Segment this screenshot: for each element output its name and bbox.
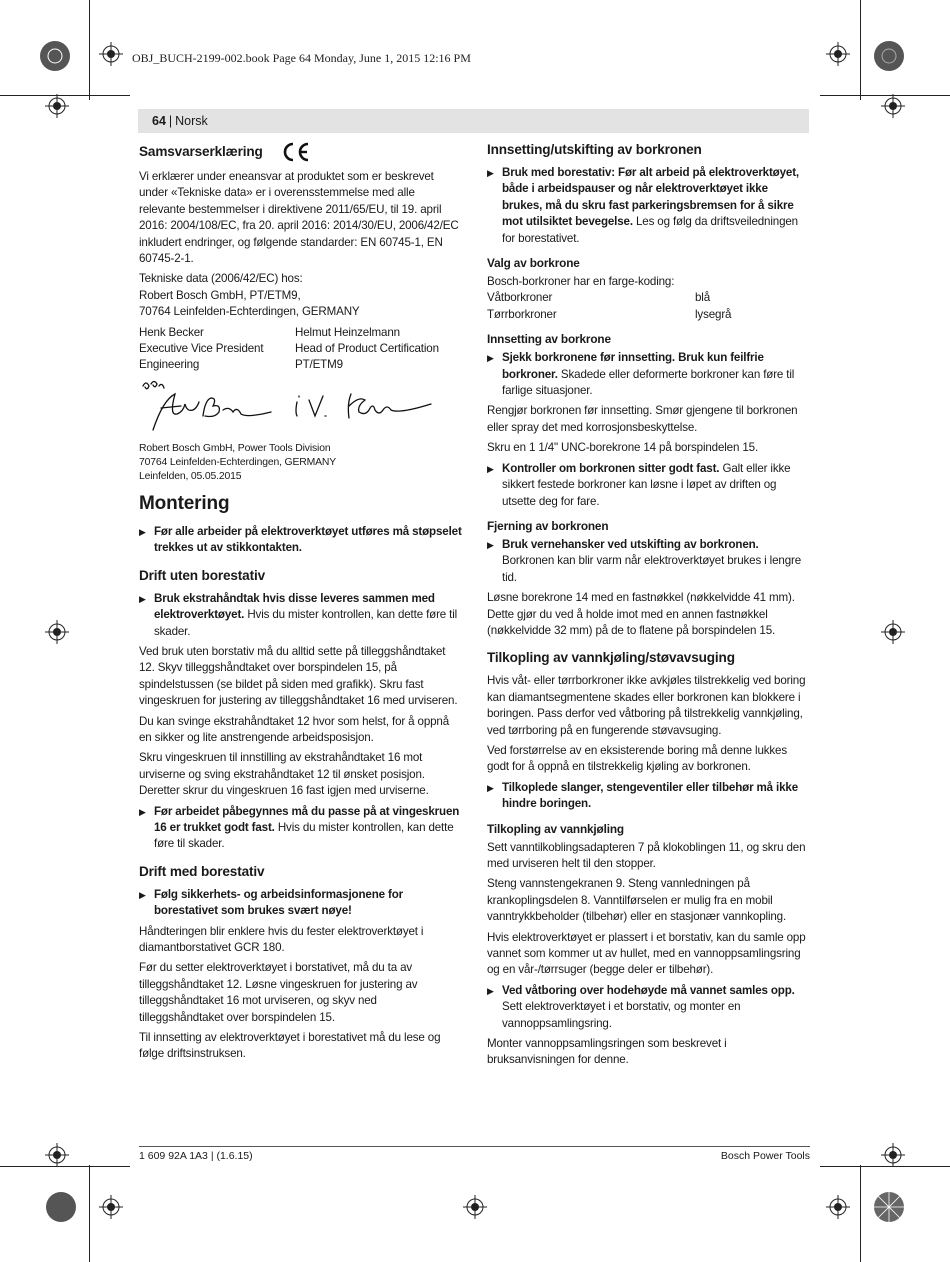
bullet-triangle-icon: ▶ [487, 353, 494, 364]
table-row [487, 290, 811, 306]
crosshair-icon [826, 42, 850, 66]
paragraph: Hvis elektroverktøyet er plassert i et borstativ, kan du samle opp vannet som kommer ut av hullet, med en vannoppsamlingsring og en vår-/tørrsuger (begge deler er tilbehør). [487, 930, 806, 977]
registration-mark-icon [872, 39, 906, 73]
crosshair-icon [45, 620, 69, 644]
paragraph: Ved bruk uten borstativ må du alltid sette på tilleggshåndtaket 12. Skyv tilleggshåndtaket over borspindelen 15, på spindelstussen (se bildet på siden med grafikk). Skru fast vingeskruen for justering av tilleggshåndtaket 16 med urviseren. [139, 644, 458, 708]
signer-title: Executive Vice President [139, 342, 264, 356]
paragraph: Løsne borekrone 14 med en fastnøkkel (nøkkelvidde 41 mm). Dette gjør du ved å holde imot med en annen fastnøkkel (nøkkelvidde 32 mm) på de to flatene på borspindelen 15. [487, 591, 795, 637]
warning-bold: Bruk vernehansker ved utskifting av borkronen. [502, 537, 759, 551]
tilk-heading: Tilkopling av vannkjøling/støvavsuging [487, 650, 735, 666]
vann-heading: Tilkopling av vannkjøling [487, 821, 624, 836]
warning-text: Tilkoplede slanger, stengeventiler eller tilbehør må ikke hindre boringen. [502, 780, 799, 811]
paragraph: Hvis våt- eller tørrborkroner ikke avkjøles tilstrekkelig ved boring kan diamantsegmentene skades eller borkronen kan blokkere i boringen. Pass derfor ved våtboring på tilstrekkelig vannkjøling, ved tørrboring på en fungerende støvavsuging. [487, 674, 806, 737]
declaration-title: Samsvarserklæring [139, 144, 263, 159]
drift-med-heading: Drift med borestativ [139, 863, 265, 879]
valg-heading: Valg av borkrone [487, 256, 580, 271]
bullet-triangle-icon: ▶ [487, 985, 494, 996]
drift-uten-heading: Drift uten borestativ [139, 567, 266, 583]
crosshair-icon [881, 1143, 905, 1167]
declaration-heading [139, 141, 463, 163]
warning-text: Før alle arbeider på elektroverktøyet utføres må støpselet trekkes ut av stikkontakten. [154, 524, 462, 555]
warning-text: Galt eller ikke sikkert festede borkroner kan løsne i løpet av driften og utsette deg for fare. [502, 461, 791, 508]
warning-item [487, 780, 811, 813]
footer-doc-number: 1 609 92A 1A3 | (1.6.15) [139, 1150, 253, 1162]
signer-name: Helmut Heinzelmann [295, 325, 400, 339]
warning-bold: Sjekk borkronene før innsetting. Bruk kun feilfrie borkroner. [502, 351, 764, 381]
bullet-triangle-icon: ▶ [487, 168, 494, 178]
crosshair-icon [99, 42, 123, 66]
paragraph: Sett vanntilkoblingsadapteren 7 på klokoblingen 11, og skru den med urviseren helt til den stopper. [487, 840, 806, 870]
page-language: Norsk [175, 114, 208, 128]
valg-intro: Bosch-borkroner har en farge-koding: [487, 275, 675, 289]
signer-titles [139, 341, 463, 357]
signer-names [139, 325, 463, 341]
table-cell: lysegrå [695, 307, 732, 321]
warning-bold: Bruk ekstrahåndtak hvis disse leveres sammen med elektroverktøyet. [154, 591, 435, 622]
crop-mark [89, 0, 90, 100]
registration-mark-icon [872, 1190, 906, 1224]
footer-rule [139, 1146, 810, 1147]
signer-title: Head of Product Certification [295, 342, 439, 356]
montering-heading: Montering [139, 492, 230, 514]
crop-mark [89, 1165, 90, 1262]
warning-text: Skadede eller deformerte borkroner kan føre til farlige situasjoner. [502, 367, 795, 398]
warning-item [487, 983, 811, 1032]
paragraph: Skru vingeskruen til innstilling av ekstrahåndtaket 16 mot urviserne og sving ekstrahåndtaket 12 til ønsket posisjon. Deretter skrur du vingeskruen 16 fast igjen med urviserne. [139, 751, 429, 798]
tech-file-company: Robert Bosch GmbH, PT/ETM9, [139, 288, 301, 302]
crosshair-icon [881, 94, 905, 118]
warning-item [139, 524, 463, 557]
warning-text: Hvis du mister kontrollen, kan dette føre til skader. [154, 820, 454, 851]
bullet-triangle-icon: ▶ [487, 463, 494, 474]
table-row [487, 307, 811, 323]
ce-mark-icon [281, 141, 311, 163]
signature-place-date: Leinfelden, 05.05.2015 [139, 470, 242, 482]
crosshair-icon [45, 1143, 69, 1167]
bullet-triangle-icon: ▶ [139, 806, 146, 817]
paragraph: Skru en 1 1/4" UNC-borekrone 14 på borspindelen 15. [487, 441, 759, 455]
paragraph: Ved forstørrelse av en eksisterende boring må denne lukkes godt for å oppnå en tilstrekkelig kjøling av borkronen. [487, 743, 787, 774]
warning-bold: Kontroller om borkronen sitter godt fast. [502, 461, 720, 475]
warning-bold: Ved våtboring over hodehøyde må vannet samles opp. [502, 983, 795, 997]
bullet-triangle-icon: ▶ [487, 782, 494, 793]
warning-item [487, 165, 811, 247]
signer-dept: PT/ETM9 [295, 358, 343, 372]
signature-address: 70764 Leinfelden-Echterdingen, GERMANY [139, 456, 337, 468]
warning-bold: Bruk med borestativ: Før alt arbeid på elektroverktøyet, både i arbeidspauser og når elektroverktøyet ikke brukes, må du skru fast parkeringsbremsen for å sikre mot utilsiktet bevegelse. [502, 166, 799, 229]
crosshair-icon [881, 620, 905, 644]
paragraph: Rengjør borkronen før innsetting. Smør gjengene til borkronen eller spray det med korrosjonsbeskyttelse. [487, 404, 798, 434]
declaration-text: Vi erklærer under eneansvar at produktet som er beskrevet under «Tekniske data» er i overensstemmelse med alle relevante bestemmelser i direktivene 2011/65/EU, til 19. april 2016: 2004/108/EC, fra 20. april 2016: 2014/30/EU, 2006/42/EC inkludert endringer, og følgende standarder: EN 60745-1, EN 60745-2-1. [139, 170, 459, 266]
paragraph: Monter vannoppsamlingsringen som beskrevet i bruksanvisningen for denne. [487, 1037, 727, 1067]
bullet-triangle-icon: ▶ [139, 526, 146, 537]
bullet-triangle-icon: ▶ [139, 593, 146, 604]
tech-file-label: Tekniske data (2006/42/EC) hos: [139, 272, 303, 286]
table-cell: Våtborkroner [487, 291, 553, 305]
paragraph: Håndteringen blir enklere hvis du fester elektroverktøyet i diamantborstativet GCR 180. [139, 924, 424, 954]
registration-mark-icon [44, 1190, 78, 1224]
right-column [487, 141, 811, 1073]
book-info-line: OBJ_BUCH-2199-002.book Page 64 Monday, June 1, 2015 12:16 PM [132, 51, 471, 65]
paragraph: Steng vannstengekranen 9. Steng vannledningen på krankoplingsdelen 8. Vanntilførselen er mulig fra en mobil vanntrykkbeholder (tilbehør) eller en stasjonær vannkopling. [487, 877, 787, 924]
crop-mark [860, 0, 861, 100]
warning-item [487, 350, 811, 399]
page-number: 64 [152, 114, 166, 128]
warning-text: Les og følg da driftsveiledningen for borestativet. [502, 215, 798, 245]
table-cell: Tørrborkroner [487, 307, 557, 321]
tech-file-address: 70764 Leinfelden-Echterdingen, GERMANY [139, 305, 360, 319]
paragraph: Til innsetting av elektroverktøyet i borestativet må du lese og følge driftsinstruksen. [139, 1031, 441, 1061]
crosshair-icon [45, 94, 69, 118]
warning-text: Sett elektroverktøyet i et borstativ, og monter en vannoppsamlingsring. [502, 1000, 741, 1030]
bullet-triangle-icon: ▶ [487, 539, 494, 550]
warning-text: Borkronen kan blir varm når elektroverktøyet brukes i lengre tid. [502, 554, 802, 584]
left-column [139, 141, 463, 1067]
warning-item [139, 591, 463, 640]
handwritten-signature [139, 378, 449, 440]
registration-mark-icon [38, 39, 72, 73]
fjern-heading: Fjerning av borkronen [487, 518, 609, 533]
crosshair-icon [99, 1195, 123, 1219]
signature-company: Robert Bosch GmbH, Power Tools Division [139, 442, 331, 454]
warning-bold: Før arbeidet påbegynnes må du passe på at vingeskruen 16 er trukket godt fast. [154, 804, 460, 834]
table-cell: blå [695, 291, 711, 305]
warning-text: Følg sikkerhets- og arbeidsinformasjonene for borestativet som brukes svært nøye! [154, 887, 404, 918]
signer-name: Henk Becker [139, 325, 204, 339]
signer-depts [139, 357, 463, 373]
warning-item [487, 461, 811, 510]
warning-text: Hvis du mister kontrollen, kan dette føre til skader. [154, 608, 458, 638]
paragraph: Du kan svinge ekstrahåndtaket 12 hvor som helst, for å oppnå en sikker og lite anstrengende arbeidsposisjon. [139, 714, 450, 744]
insett-heading: Innsetting/utskifting av borkronen [487, 142, 702, 157]
crop-mark [860, 1165, 861, 1262]
paragraph: Før du setter elektroverktøyet i borstativet, må du ta av tilleggshåndtaket 12. Løsne vingeskruen for justering av tilleggshåndtaket 16 mot urviseren, og skyv ned tilleggshåndtaket over borspindelen 15. [139, 961, 418, 1024]
footer-brand: Bosch Power Tools [720, 1150, 810, 1162]
header-separator: | [168, 114, 173, 128]
warning-item [139, 804, 463, 853]
crosshair-icon [463, 1195, 487, 1219]
innsett-heading: Innsetting av borkrone [487, 332, 611, 347]
warning-item [139, 887, 463, 920]
signer-dept: Engineering [139, 358, 200, 372]
crosshair-icon [826, 1195, 850, 1219]
bullet-triangle-icon: ▶ [139, 889, 146, 900]
warning-item [487, 537, 811, 586]
page-header [138, 109, 809, 133]
